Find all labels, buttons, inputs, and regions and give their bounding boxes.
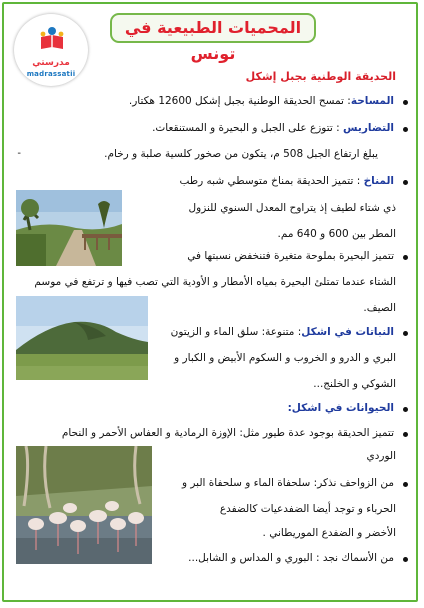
- logo-arabic-text: مدرستي: [32, 58, 70, 68]
- reptiles-line: من الزواحف نذكر: سلحفاة الماء و سلحفاة البر و: [181, 477, 394, 489]
- bullet: [403, 482, 408, 487]
- animals-heading: الحيوانات في اشكل:: [287, 402, 394, 414]
- area-text: : تمسح الحديقة الوطنية بجبل إشكل 12600 هكتار.: [128, 95, 351, 107]
- birds-line-2: الوردي: [366, 450, 396, 462]
- climate-line-3: المطر بين 600 و 640 مم.: [277, 228, 396, 240]
- section-heading: الحديقة الوطنية بجبل إشكل: [245, 70, 396, 83]
- bullet: [403, 100, 408, 105]
- madrassati-logo: [14, 14, 88, 86]
- plants-text: : متنوعة: سلق الماء و الزيتون: [170, 326, 302, 338]
- school-icon: [38, 26, 66, 52]
- climate-label: المناخ: [363, 175, 394, 187]
- reptiles-line-3: الأخضر و الضفدع الموريطاني .: [262, 527, 396, 539]
- climate-line-2: ذي شتاء لطيف إذ يتراوح المعدل السنوي للنزول: [188, 202, 396, 214]
- title-box: [110, 13, 316, 63]
- terrain-line: [152, 122, 394, 134]
- dash-marker: -: [17, 148, 21, 159]
- reptiles-line-2: الحرباء و توجد أيضا الضفدعيات كالضفدع: [219, 503, 396, 515]
- lake-line: تتميز البحيرة بملوحة متغيرة فتنخفض نسبتها في: [187, 250, 394, 262]
- plants-line-3: الشوكي و الخلنج...: [313, 378, 396, 390]
- terrain-label: التضاريس: [343, 122, 394, 134]
- lake-line-3: الصيف.: [363, 302, 396, 314]
- bullet: [403, 255, 408, 260]
- climate-text: : تتميز الحديقة بمناخ متوسطي شبه رطب: [179, 175, 364, 187]
- mountain-line: يبلغ ارتفاع الجبل 508 م، يتكون من صخور كلسية صلبة و رخام.: [104, 148, 378, 160]
- climate-line: [179, 175, 394, 187]
- bullet: [403, 127, 408, 132]
- birds-line: تتميز الحديقة بوجود عدة طيور مثل: الإوزة الرمادية و العفاس الأحمر و النحام: [61, 427, 394, 439]
- plants-line-2: البري و الدرو و الخروب و السكوم الأبيض و الكبار و: [174, 352, 396, 364]
- terrain-text: : تتوزع على الجبل و البحيرة و المستنقعات.: [152, 122, 344, 134]
- lake-line-2: الشتاء عندما تمتلئ البحيرة بمياه الأمطار و الأودية التي تصب فيها و ترتفع في موسم: [34, 276, 396, 288]
- flamingos-photo: [16, 446, 152, 564]
- bullet: [403, 407, 408, 412]
- bullet: [403, 331, 408, 336]
- plants-label: النباتات في اشكل: [301, 326, 394, 338]
- bullet: [403, 432, 408, 437]
- fish-line: من الأسماك نجد : البوري و المداس و الشابل...: [188, 552, 394, 564]
- bullet: [403, 557, 408, 562]
- mountain-photo: [16, 296, 148, 380]
- area-line: [129, 95, 394, 107]
- plants-line: [171, 326, 394, 338]
- page-title: المحميات الطبيعية في تونس: [124, 18, 302, 63]
- area-label: المساحة: [350, 95, 394, 107]
- logo-latin-text: madrassatii: [26, 70, 76, 78]
- park-path-photo: [16, 190, 122, 266]
- bullet: [403, 180, 408, 185]
